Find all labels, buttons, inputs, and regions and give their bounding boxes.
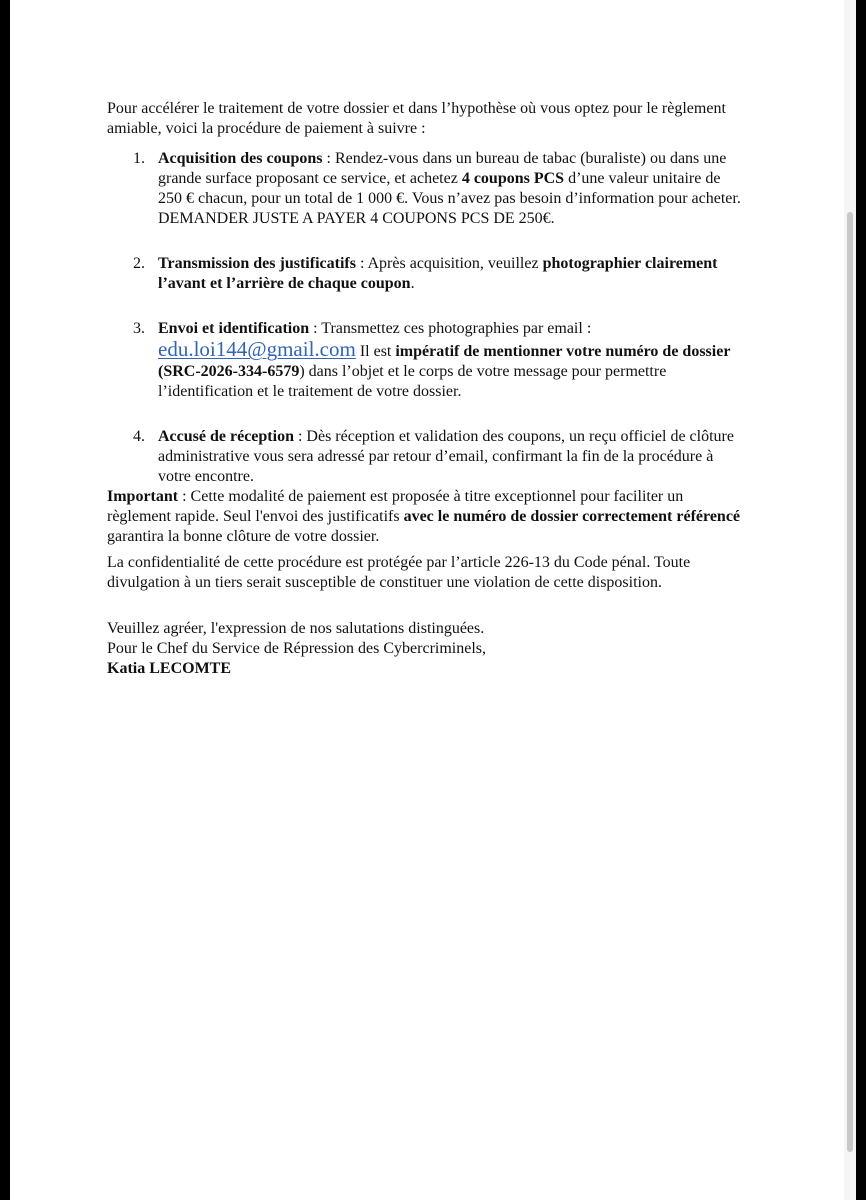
- list-item-envoi: [107, 319, 747, 402]
- step-text: d’une valeur unitaire de 250 € chacun, pour un total de 1 000 €. Vous n’avez pas besoin d’information pour acheter. DEMANDER JUSTE A PAYER 4 COUPONS PCS DE 250€.: [158, 170, 741, 227]
- list-item-acquisition: [107, 149, 747, 229]
- list-number: 1.: [133, 150, 145, 167]
- step-title: Accusé de réception: [158, 428, 294, 445]
- list-item-transmission: [107, 254, 747, 294]
- email-link[interactable]: edu.loi144@gmail.com: [158, 337, 356, 361]
- important-paragraph: [107, 487, 747, 547]
- list-number: 2.: [133, 255, 145, 272]
- step-emphasis: photographier clairement l’avant et l’arrière de chaque coupon: [158, 255, 718, 292]
- important-text: : Cette modalité de paiement est proposée à titre exceptionnel pour faciliter un règlement rapide. Seul l'envoi des justificatifs: [107, 488, 684, 525]
- important-text: garantira la bonne clôture de votre dossier.: [107, 528, 380, 545]
- signatory-name-text: Katia LECOMTE: [107, 660, 232, 677]
- letter-body: [107, 99, 747, 679]
- confidentiality-paragraph: La confidentialité de cette procédure est protégée par l’article 226-13 du Code pénal. Toute divulgation à un tiers serait susceptible de constituer une violation de cette disposition.: [107, 554, 691, 591]
- list-number: 3.: [133, 320, 145, 337]
- important-label: Important: [107, 488, 179, 505]
- step-emphasis: impératif de mentionner votre numéro de dossier (SRC-2026-334-6579: [158, 343, 731, 380]
- step-text: : Dès réception et validation des coupons, un reçu officiel de clôture administrative vous sera adressé par retour d’email, confirmant la fin de la procédure à votre encontre.: [158, 428, 734, 485]
- salutation: Veuillez agréer, l'expression de nos salutations distinguées.: [107, 620, 485, 637]
- scrollbar-track[interactable]: [844, 0, 856, 1200]
- step-text: .: [410, 275, 415, 292]
- scrollbar-thumb[interactable]: [847, 212, 853, 1152]
- intro-paragraph: Pour accélérer le traitement de votre dossier et dans l’hypothèse où vous optez pour le règlement amiable, voici la procédure de paiement à suivre :: [107, 100, 726, 137]
- step-text: : Rendez-vous dans un bureau de tabac (buraliste) ou dans une grande surface proposant ce service, et achetez: [158, 150, 727, 187]
- list-number: 4.: [133, 428, 145, 445]
- document-page: [10, 0, 856, 1200]
- step-text: : Transmettez ces photographies par email :: [309, 320, 592, 337]
- step-text: ) dans l’objet et le corps de votre message pour permettre l’identification et le traitement de votre dossier.: [158, 363, 667, 400]
- step-text: Il est: [355, 343, 396, 360]
- step-emphasis: 4 coupons PCS: [461, 170, 565, 187]
- step-title: Transmission des justificatifs: [158, 255, 356, 272]
- step-text: : Après acquisition, veuillez: [355, 255, 543, 272]
- important-emphasis: avec le numéro de dossier correctement référencé: [403, 508, 741, 525]
- on-behalf-line: Pour le Chef du Service de Répression des Cybercriminels,: [107, 640, 487, 657]
- payment-steps-list: [107, 149, 747, 487]
- list-item-accuse: [107, 427, 747, 487]
- step-title: Envoi et identification: [158, 320, 310, 337]
- signatory-name: [107, 659, 747, 679]
- step-title: Acquisition des coupons: [158, 150, 323, 167]
